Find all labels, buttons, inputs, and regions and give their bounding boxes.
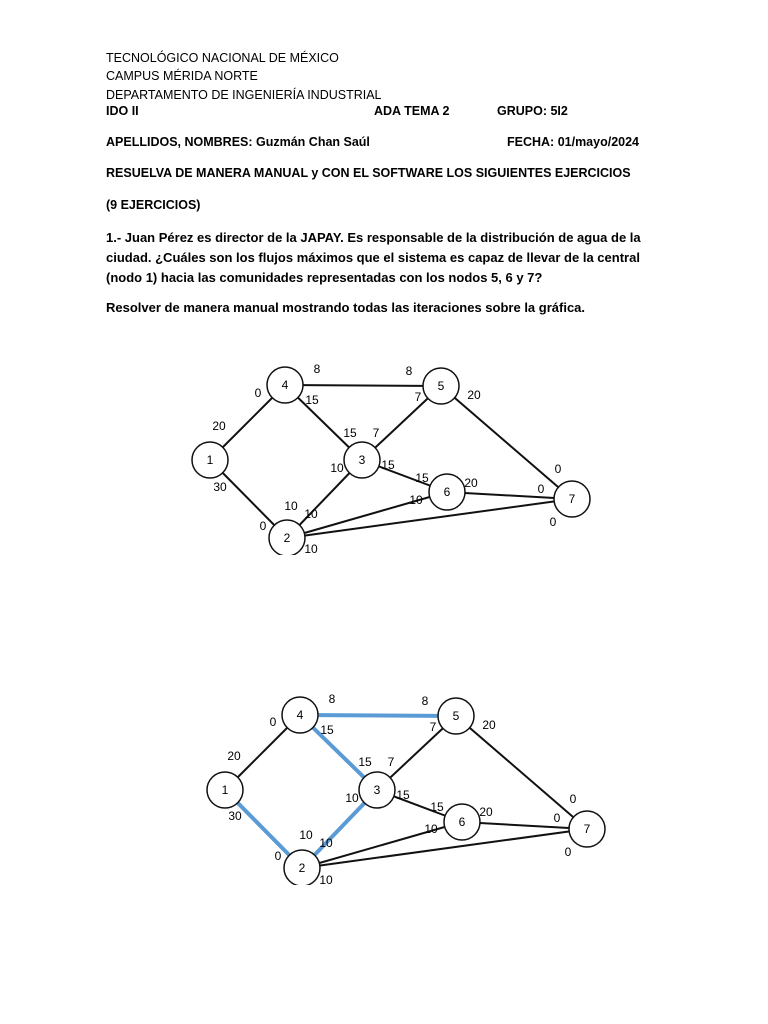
- node-3-label: 3: [373, 783, 381, 797]
- cap-label: 0: [569, 792, 577, 806]
- header-department: DEPARTAMENTO DE INGENIERÍA INDUSTRIAL: [106, 88, 382, 102]
- cap-label: 20: [467, 388, 481, 402]
- cap-label: 0: [274, 849, 282, 863]
- cap-label: 30: [228, 809, 242, 823]
- exercise-task: Resolver de manera manual mostrando todas las iteraciones sobre la gráfica.: [106, 300, 586, 315]
- cap-label: 10: [304, 507, 318, 521]
- cap-label: 0: [254, 386, 262, 400]
- instructions-count: (9 EJERCICIOS): [106, 198, 201, 212]
- cap-label: 20: [482, 718, 496, 732]
- node-7-label: 7: [583, 822, 591, 836]
- node-6-label: 6: [458, 815, 466, 829]
- network-graph-original: [0, 355, 768, 555]
- node-1-label: 1: [221, 783, 229, 797]
- cap-label: 10: [319, 873, 333, 885]
- group-label: GRUPO: 5I2: [497, 104, 568, 118]
- augmenting-path: [225, 715, 456, 868]
- course-label: IDO II: [106, 104, 139, 118]
- instructions-main: RESUELVA DE MANERA MANUAL y CON EL SOFTWARE LOS SIGUIENTES EJERCICIOS: [106, 166, 631, 180]
- cap-label: 20: [212, 419, 226, 433]
- edge-4-5: [285, 385, 441, 386]
- cap-label: 0: [554, 462, 562, 476]
- cap-label: 15: [396, 788, 410, 802]
- cap-label: 8: [405, 364, 413, 378]
- edge-2-7: [287, 499, 572, 538]
- cap-label: 8: [421, 694, 429, 708]
- cap-label: 0: [564, 845, 572, 859]
- cap-label: 10: [424, 822, 438, 836]
- node-6-label: 6: [443, 485, 451, 499]
- network-graph-iteration: [0, 685, 768, 885]
- edge-6-7: [447, 492, 572, 499]
- header-campus: CAMPUS MÉRIDA NORTE: [106, 69, 258, 83]
- cap-label: 10: [319, 836, 333, 850]
- cap-label: 10: [330, 461, 344, 475]
- node-3-label: 3: [358, 453, 366, 467]
- cap-label: 15: [320, 723, 334, 737]
- edge-6-7: [462, 822, 587, 829]
- edge-2-7: [302, 829, 587, 868]
- cap-label: 10: [304, 542, 318, 555]
- cap-label: 10: [299, 828, 313, 842]
- cap-label: 20: [464, 476, 478, 490]
- node-4-label: 4: [296, 708, 304, 722]
- cap-label: 10: [345, 791, 359, 805]
- cap-label: 8: [313, 362, 321, 376]
- cap-label: 10: [409, 493, 423, 507]
- cap-label: 15: [305, 393, 319, 407]
- assignment-label: ADA TEMA 2: [374, 104, 450, 118]
- header-institution: TECNOLÓGICO NACIONAL DE MÉXICO: [106, 51, 339, 65]
- cap-label: 10: [284, 499, 298, 513]
- node-2-label: 2: [283, 531, 291, 545]
- cap-label: 20: [227, 749, 241, 763]
- cap-label: 15: [343, 426, 357, 440]
- cap-label: 0: [259, 519, 267, 533]
- cap-label: 15: [358, 755, 372, 769]
- node-5-label: 5: [452, 709, 460, 723]
- cap-label: 7: [429, 720, 437, 734]
- cap-label: 8: [328, 692, 336, 706]
- cap-label: 0: [553, 811, 561, 825]
- cap-label: 15: [381, 458, 395, 472]
- cap-label: 7: [387, 755, 395, 769]
- path-edge-4-5: [300, 715, 456, 716]
- node-5-label: 5: [437, 379, 445, 393]
- student-name: APELLIDOS, NOMBRES: Guzmán Chan Saúl: [106, 135, 370, 149]
- cap-label: 20: [479, 805, 493, 819]
- cap-label: 7: [414, 390, 422, 404]
- node-1-label: 1: [206, 453, 214, 467]
- date-label: FECHA: 01/mayo/2024: [507, 135, 640, 149]
- cap-label: 0: [269, 715, 277, 729]
- node-4-label: 4: [281, 378, 289, 392]
- cap-label: 15: [415, 471, 429, 485]
- cap-label: 0: [549, 515, 557, 529]
- cap-label: 0: [537, 482, 545, 496]
- cap-label: 30: [213, 480, 227, 494]
- cap-label: 15: [430, 800, 444, 814]
- exercise-statement: 1.- Juan Pérez es director de la JAPAY. Es responsable de la distribución de agua de la ciudad. ¿Cuáles son los flujos máximos que el sistema es capaz de llevar de la central (nodo 1) hacia las comunidades representadas con los nodos 5, 6 y 7?: [106, 230, 641, 285]
- node-2-label: 2: [298, 861, 306, 875]
- node-7-label: 7: [568, 492, 576, 506]
- cap-label: 7: [372, 426, 380, 440]
